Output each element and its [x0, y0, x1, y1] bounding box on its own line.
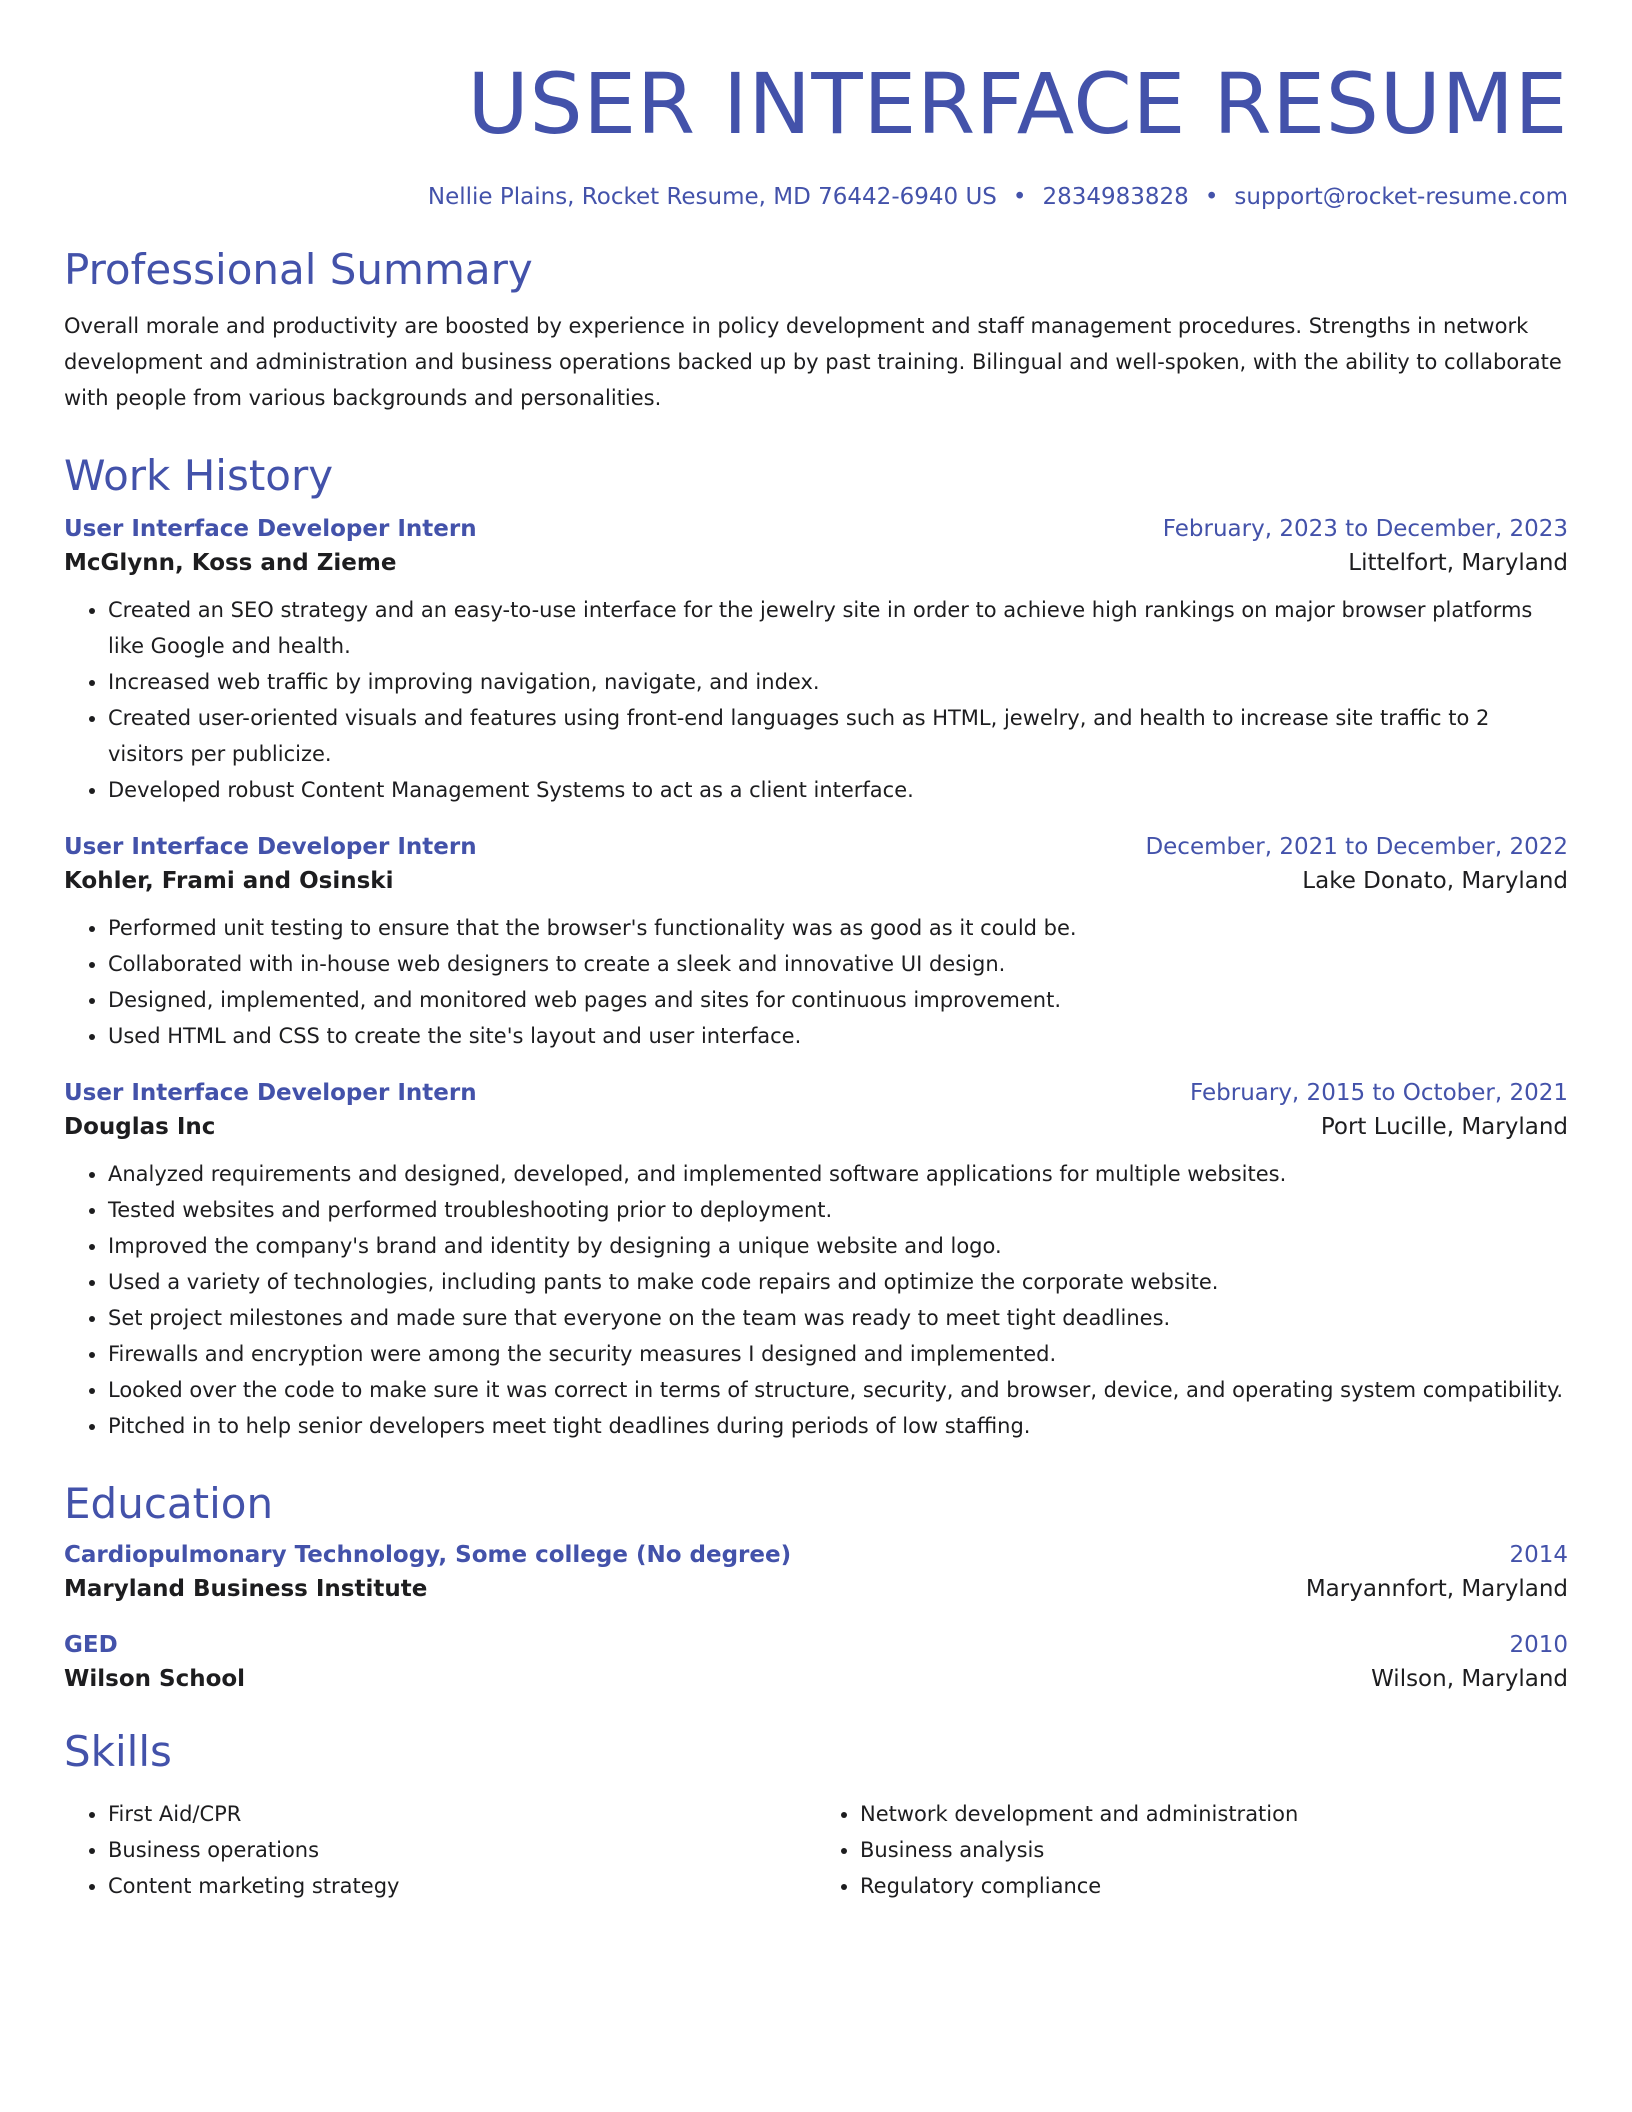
separator-dot: •: [1204, 184, 1219, 210]
skills-list-right: [816, 1796, 1568, 1904]
job-location: Port Lucille, Maryland: [1320, 1114, 1568, 1140]
skill-item: • First Aid/CPR: [108, 1796, 816, 1832]
job-bullet: • Collaborated with in-house web designers to create a sleek and innovative UI design.: [108, 946, 1568, 982]
education-year: 2010: [1509, 1632, 1568, 1658]
job-bullet: • Used HTML and CSS to create the site's layout and user interface.: [108, 1018, 1568, 1054]
job-dates: February, 2015 to October, 2021: [1190, 1080, 1568, 1106]
job-role: User Interface Developer Intern: [64, 834, 477, 860]
contact-email: support@rocket-resume.com: [1234, 184, 1568, 210]
section-heading-summary: Professional Summary: [64, 245, 533, 294]
education-degree: Cardiopulmonary Technology, Some college (No degree): [64, 1542, 792, 1568]
education-entry: [64, 1542, 1568, 1602]
job-bullet: • Performed unit testing to ensure that the browser's functionality was as good as it could be.: [108, 910, 1568, 946]
contact-line: [64, 184, 1568, 210]
job-bullet: • Increased web traffic by improving navigation, navigate, and index.: [108, 664, 1568, 700]
job-bullets: [64, 910, 1568, 1054]
skill-item: • Content marketing strategy: [108, 1868, 816, 1904]
job-location: Lake Donato, Maryland: [1302, 868, 1568, 894]
job-bullet: • Created user-oriented visuals and features using front-end languages such as HTML, jewelry, and health to increase site traffic to 2 visitors per publicize.: [108, 700, 1568, 772]
education-degree: GED: [64, 1632, 118, 1658]
education-school: Maryland Business Institute: [64, 1576, 428, 1602]
job-role: User Interface Developer Intern: [64, 1080, 477, 1106]
resume-title: USER INTERFACE RESUME: [467, 55, 1568, 153]
job-entry: [64, 834, 1568, 1054]
job-bullet: • Used a variety of technologies, including pants to make code repairs and optimize the corporate website.: [108, 1264, 1568, 1300]
section-heading-skills: Skills: [64, 1727, 172, 1776]
job-employer: McGlynn, Koss and Zieme: [64, 550, 397, 576]
summary-text: Overall morale and productivity are boosted by experience in policy development and staff management procedures. Strengths in network development and administration and business operations backed up by past training. Bilingual and well-spoken, with the ability to collaborate with people from various backgrounds and personalities.: [64, 314, 1562, 410]
job-dates: February, 2023 to December, 2023: [1162, 516, 1568, 542]
skill-item: • Business operations: [108, 1832, 816, 1868]
job-bullet: • Firewalls and encryption were among the security measures I designed and implemented.: [108, 1336, 1568, 1372]
skill-item: • Network development and administration: [860, 1796, 1568, 1832]
job-bullet: • Improved the company's brand and identity by designing a unique website and logo.: [108, 1228, 1568, 1264]
job-bullet: • Created an SEO strategy and an easy-to-use interface for the jewelry site in order to achieve high rankings on major browser platforms like Google and health.: [108, 592, 1568, 664]
separator-dot: •: [1012, 184, 1027, 210]
skills-columns: [64, 1790, 1568, 1904]
contact-address: Nellie Plains, Rocket Resume, MD 76442-6940 US: [427, 184, 997, 210]
skill-item: • Regulatory compliance: [860, 1868, 1568, 1904]
job-entry: [64, 516, 1568, 808]
job-bullet: • Looked over the code to make sure it was correct in terms of structure, security, and browser, device, and operating system compatibility.: [108, 1372, 1568, 1408]
education-entry: [64, 1632, 1568, 1692]
job-bullet: • Analyzed requirements and designed, developed, and implemented software applications for multiple websites.: [108, 1156, 1568, 1192]
job-employer: Douglas Inc: [64, 1114, 216, 1140]
job-bullets: [64, 592, 1568, 808]
skill-item: • Business analysis: [860, 1832, 1568, 1868]
education-year: 2014: [1509, 1542, 1568, 1568]
job-employer: Kohler, Frami and Osinski: [64, 868, 394, 894]
education-location: Wilson, Maryland: [1371, 1666, 1568, 1692]
job-dates: December, 2021 to December, 2022: [1145, 834, 1568, 860]
education-school: Wilson School: [64, 1666, 246, 1692]
contact-phone: 2834983828: [1042, 184, 1189, 210]
job-bullet: • Set project milestones and made sure that everyone on the team was ready to meet tight deadlines.: [108, 1300, 1568, 1336]
job-location: Littelfort, Maryland: [1348, 550, 1568, 576]
job-bullet: • Pitched in to help senior developers meet tight deadlines during periods of low staffing.: [108, 1408, 1568, 1444]
section-heading-work: Work History: [64, 451, 334, 500]
education-location: Maryannfort, Maryland: [1305, 1576, 1568, 1602]
job-bullet: • Developed robust Content Management Systems to act as a client interface.: [108, 772, 1568, 808]
job-bullets: [64, 1156, 1568, 1444]
job-role: User Interface Developer Intern: [64, 516, 477, 542]
job-bullet: • Designed, implemented, and monitored web pages and sites for continuous improvement.: [108, 982, 1568, 1018]
job-bullet: • Tested websites and performed troubleshooting prior to deployment.: [108, 1192, 1568, 1228]
section-heading-education: Education: [64, 1479, 274, 1528]
job-entry: [64, 1080, 1568, 1444]
skills-list-left: [64, 1796, 816, 1904]
